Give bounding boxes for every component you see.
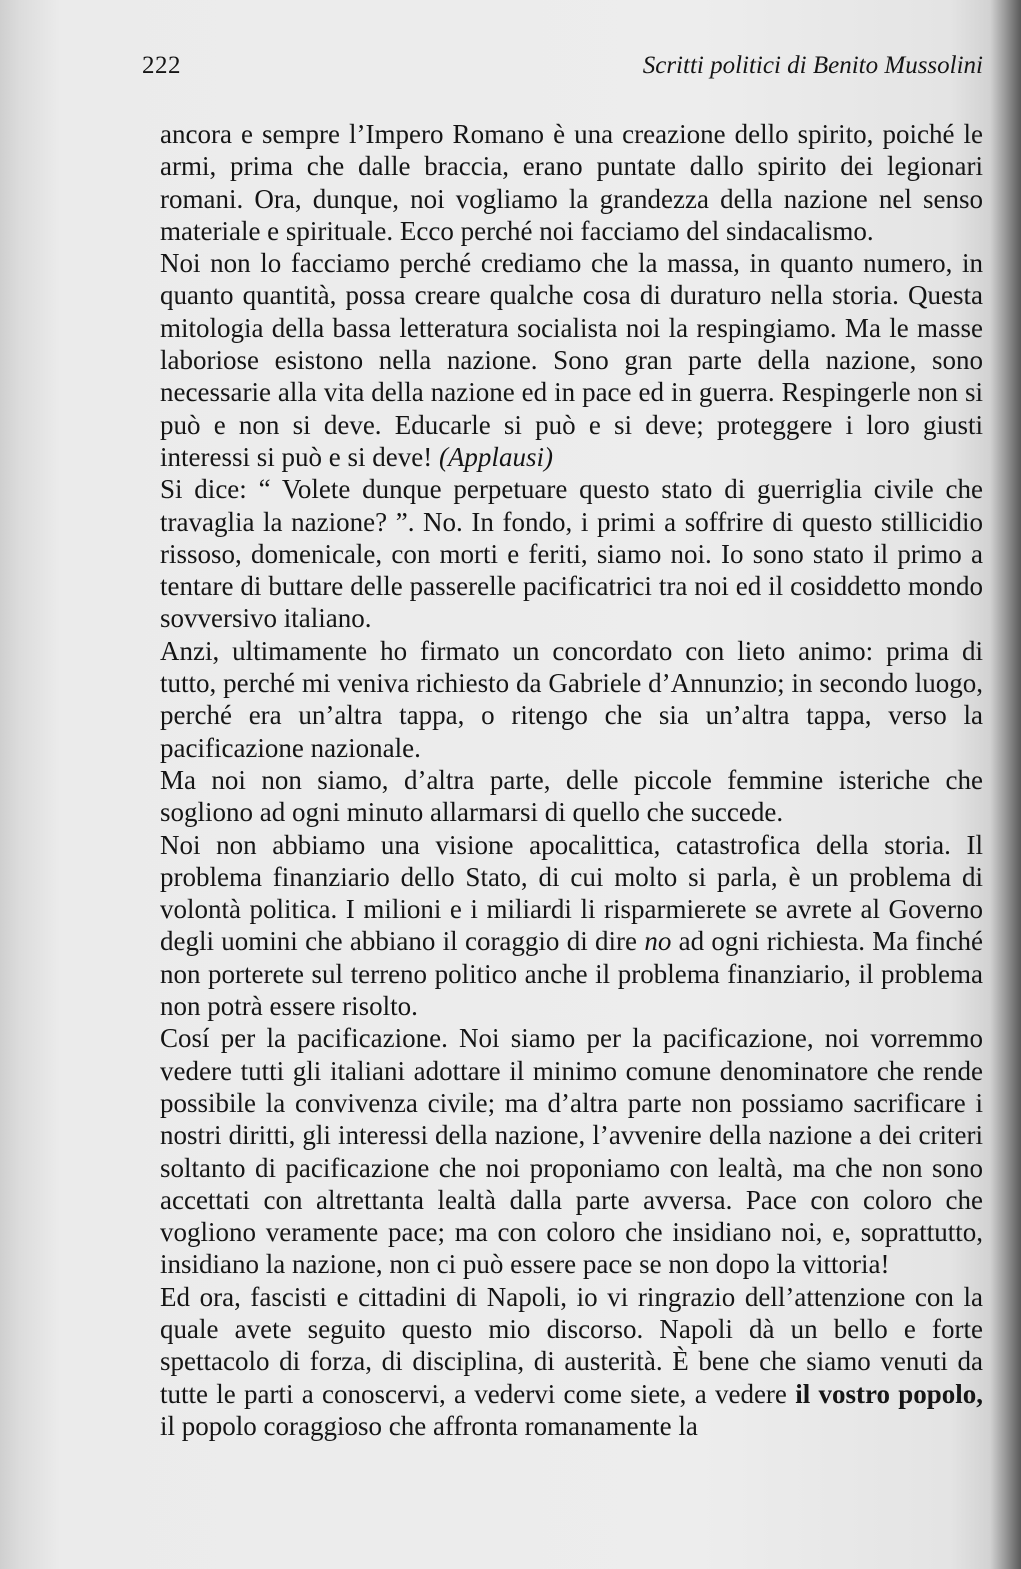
paragraph: Si dice: “ Volete dunque perpetuare questo stato di guerriglia civile che travaglia la nazione? ”. No. In fondo, i primi a soffrire di questo stillicidio rissoso, domenicale, con morti e feriti, siamo noi. Io sono stato il primo a tentare di buttare delle passerelle pacificatrici tra noi ed il cosiddetto mondo sovversivo italiano. [160, 474, 983, 634]
paragraph: Noi non abbiamo una visione apocalittica, catastrofica della storia. Il problema finanziario dello Stato, di cui molto si parla, è un problema di volontà politica. I milioni e i miliardi li risparmierete se avrete al Governo degli uomini che abbiano il coraggio di dire no ad ogni richiesta. Ma finché non porterete sul terreno politico anche il problema finanziario, il problema non potrà essere risolto. [160, 829, 984, 1022]
paragraph: Cosí per la pacificazione. Noi siamo per la pacificazione, noi vorremmo vedere tutti gli italiani adottare il minimo comune denominatore che rende possibile la convivenza civile; ma d’altra parte non possiamo sacrificare i nostri diritti, gli interessi della nazione, l’avvenire della nazione a dei criteri soltanto di pacificazione che noi proponiamo con lealtà, ma che non sono accettati con altrettanta lealtà dalla parte avversa. Pace con coloro che vogliono veramente pace; ma con coloro che insidiano noi, e, soprattutto, insidiano la nazione, non ci può essere pace se non dopo la vittoria! [160, 1023, 983, 1280]
emphasized-word: no [644, 926, 672, 957]
page-number: 222 [142, 52, 181, 79]
page-header [142, 52, 983, 92]
paragraph: Ed ora, fascisti e cittadini di Napoli, io vi ringrazio dell’attenzione con la quale avete seguito questo mio discorso. Napoli dà un bello e forte spettacolo di forza, di disciplina, di austerità. È bene che siamo venuti da tutte le parti a conoscervi, a vedervi come siete, a vedere il vostro popolo, il popolo coraggioso che affronta romanamente la [160, 1281, 984, 1441]
body-text [160, 118, 983, 1442]
running-title: Scritti politici di Benito Mussolini [642, 52, 983, 79]
applause-note: (Applausi) [438, 441, 553, 472]
paragraph: ancora e sempre l’Impero Romano è una creazione dello spirito, poiché le armi, prima che dalle braccia, erano puntate dallo spirito dei legionari romani. Ora, dunque, noi vogliamo la grandezza della nazione nel senso materiale e spirituale. Ecco perché noi facciamo del sindacalismo. [160, 119, 983, 246]
paragraph: Noi non lo facciamo perché crediamo che la massa, in quanto numero, in quanto quantità, possa creare qualche cosa di duraturo nella storia. Questa mitologia della bassa letteratura socialista noi la respingiamo. Ma le masse laboriose esistono nella nazione. Sono gran parte della nazione, sono necessarie alla vita della nazione ed in pace ed in guerra. Respingerle non si può e non si deve. Educarle si può e si deve; proteggere i loro giusti interessi si può e si deve! (Applausi) [160, 248, 983, 472]
bold-phrase: il vostro popolo, [795, 1378, 984, 1409]
paragraph: Anzi, ultimamente ho firmato un concordato con lieto animo: prima di tutto, perché mi veniva richiesto da Gabriele d’Annunzio; in secondo luogo, perché era un’altra tappa, o ritengo che sia un’altra tappa, verso la pacificazione nazionale. [160, 635, 983, 763]
paragraph: Ma noi non siamo, d’altra parte, delle piccole femmine isteriche che sogliono ad ogni minuto allarmarsi di quello che succede. [160, 764, 983, 828]
